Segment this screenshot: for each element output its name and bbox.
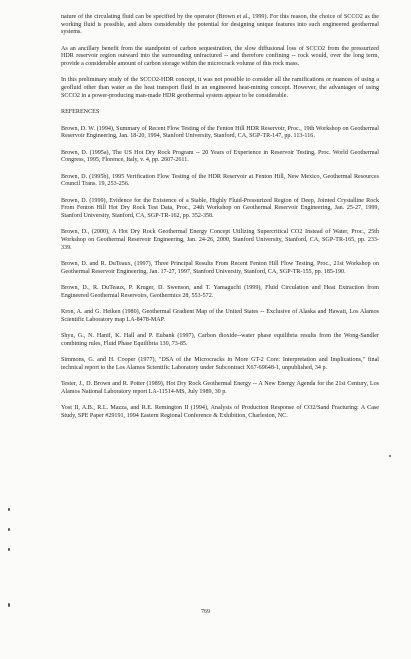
reference-entry: Brown, D. (1999), Evidence for the Existence of a Stable, Highly Fluid-Pressurized Region of Deep, Jointed Crystalline Rock From Fenton Hill Hot Dry Rock Test Data, Proc., 24th Workshop on Geothermal Reservoir Engineering, Jan. 25-27, 1999, Stanford University, Stanford, CA, SGP-TR-162, pp. 352-358. bbox=[61, 197, 379, 219]
reference-entry: Yost II, A.B., R.L. Mazza, and R.E. Remington II (1994), Analysis of Production Response of CO2/Sand Fracturing: A Case Study, SPE Paper #29191, 1994 Eastern Regional Conference & Exhibition, Charleston, NC. bbox=[61, 404, 379, 419]
body-paragraph: In this preliminary study of the SCCO2-HDR concept, it was not possible to consider all the ramifications or nuances of using a geofluid other than water as the heat transport fluid in an engineered heat-mining concept. However, the advantages of using SCCO2 in a power-producing man-made HDR geothermal system appear to be considerable. bbox=[61, 77, 379, 99]
body-paragraph: nature of the circulating fluid can be specified by the operator (Brown et al., 1999). For this reason, the choice of SCCO2 as the working fluid is possible, and alters considerably the potential for designing unique features into such engineered geothermal systems. bbox=[61, 14, 379, 36]
reference-entry: Shyu, G., N. Hanif, K. Hall and P. Eubank (1997), Carbon dioxide--water phase equilibria results from the Wong-Sandler combining rules, Fluid Phase Equilibria 130, 73-85. bbox=[61, 332, 379, 347]
scan-speck bbox=[8, 508, 10, 511]
references-heading: REFERENCES bbox=[61, 108, 100, 115]
scan-speck bbox=[8, 548, 10, 551]
text-column bbox=[61, 14, 379, 429]
scan-speck bbox=[8, 528, 10, 531]
reference-entry: Brown, D. (1995b), 1995 Verification Flow Testing of the HDR Reservoir at Fenton Hill, New Mexico, Geothermal Resources Council Trans. 19, 253-256. bbox=[61, 173, 379, 188]
reference-entry: Brown, D., (2000), A Hot Dry Rock Geothermal Energy Concept Utilizing Supercritical CO2 Instead of Water, Proc., 25th Workshop on Geothermal Reservoir Engineering, Jan. 24-26, 2000, Stanford University, Stanford, CA, SGP-TR-165, pp. 233-339. bbox=[61, 229, 379, 251]
reference-entry: Brown, D., R. DuTeaux, P. Kruger, D. Swenson, and T. Yamaguchi (1999), Fluid Circulation and Heat Extraction from Engineered Geothermal Reservoirs, Geothermics 28, 553-572. bbox=[61, 284, 379, 299]
reference-entry: Brown, D. W. (1994), Summary of Recent Flow Testing of the Fenton Hill HDR Reservoir, Proc., 19th Workshop on Geothermal Reservoir Engineering, Jan. 18-20, 1994, Stanford University, Stanford, CA, SGP-TR-147, pp. 113-116. bbox=[61, 125, 379, 140]
reference-entry: Kron, A. and G. Heiken (1980), Geothermal Gradient Map of the United States -- Exclusive of Alaska and Hawaii, Los Alamos Scientific Laboratory map LA-8478-MAP. bbox=[61, 308, 379, 323]
reference-entry: Brown, D. (1995a), The US Hot Dry Rock Program -- 20 Years of Experience in Reservoir Testing, Proc. World Geothermal Congress, 1995, Florence, Italy, v. 4, pp. 2607-2611. bbox=[61, 149, 379, 164]
page-number: 769 bbox=[201, 609, 210, 615]
scan-speck bbox=[8, 603, 10, 607]
reference-entry: Simmons, G. and H. Cooper (1977), "DSA of the Microcracks in More GT-2 Core: Interpretation and Implications," final technical report to the Los Alamos Scientific Laboratory under Subcontract X67-69648-1, unpublished, 34 p. bbox=[61, 356, 379, 371]
reference-entry: Brown, D. and R. DuTeaux, (1997), Three Principal Results From Recent Fenton Hill Flow Testing, Proc., 21st Workshop on Geothermal Reservoir Engineering, Jan. 17-27, 1997, Stanford University, Stanford, CA, SGP-TR-155, pp. 185-190. bbox=[61, 260, 379, 275]
body-paragraph: As an ancillary benefit from the standpoint of carbon sequestration, the slow diffusional loss of SCCO2 from the pressurized HDR reservoir region outward into the surrounding unfractured -- and therefore confining -- rock would, over the long term, provide a considerable amount of carbon storage within the microcrack volume of this rock mass. bbox=[61, 45, 379, 68]
reference-entry: Tester, J., D. Brown and R. Potter (1989), Hot Dry Rock Geothermal Energy -- A New Energy Agenda for the 21st Century, Los Alamos National Laboratory report LA-11514-MS, July 1989, 30 p. bbox=[61, 380, 379, 395]
scan-speck bbox=[389, 455, 391, 457]
